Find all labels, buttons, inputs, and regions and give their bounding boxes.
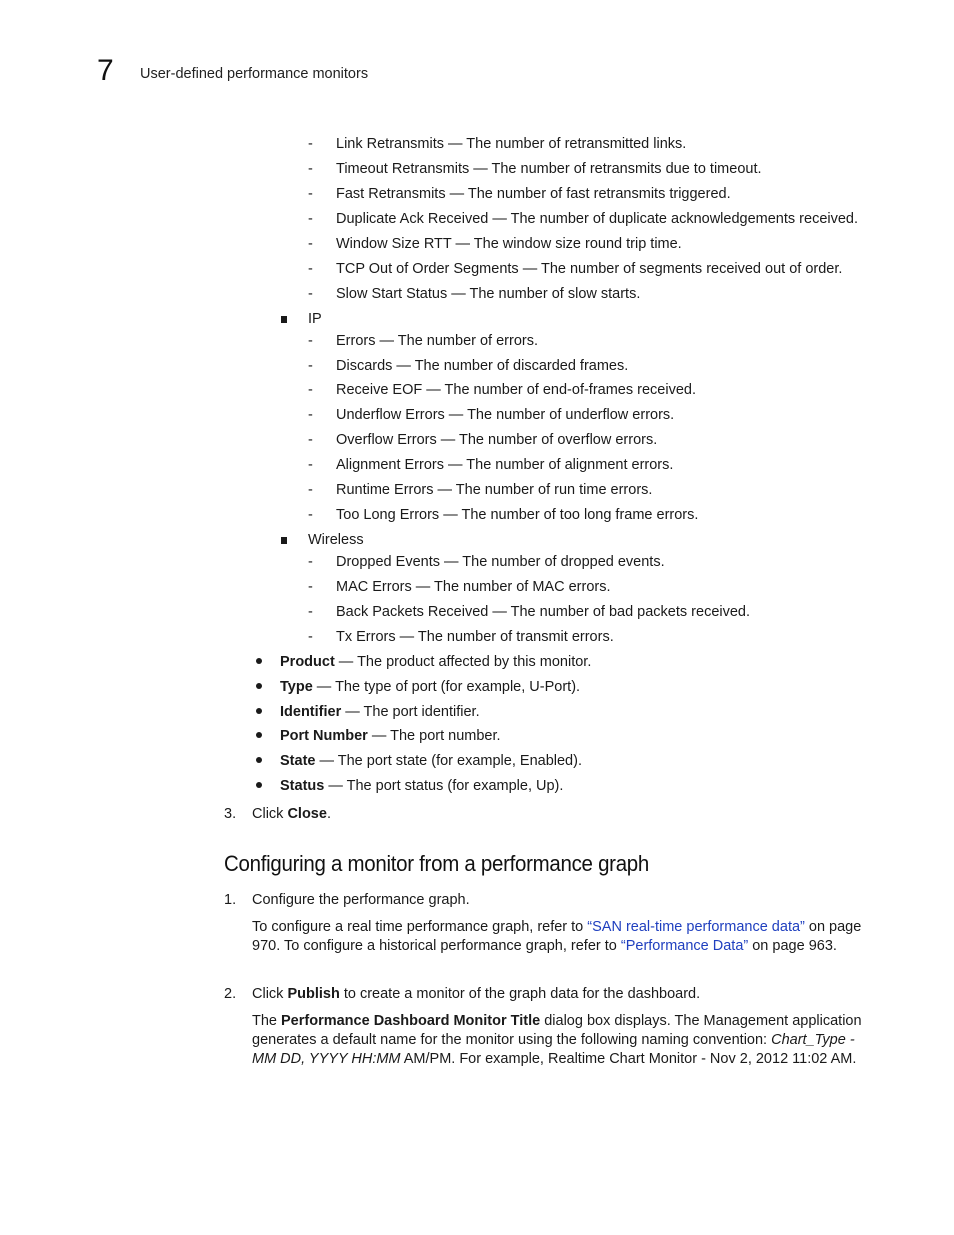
xref-link-performance-data[interactable]: “Performance Data”: [620, 938, 749, 954]
bullet-icon: [256, 658, 262, 664]
list-item: - MAC Errors — The number of MAC errors.: [308, 579, 611, 595]
list-item: Identifier — The port identifier.: [280, 704, 480, 720]
list-item: - Underflow Errors — The number of underflow errors.: [308, 407, 675, 423]
list-item: - Fast Retransmits — The number of fast retransmits triggered.: [308, 186, 731, 202]
step-paragraph: The Performance Dashboard Monitor Title dialog box displays. The Management application generates a default name for the monitor using the following naming convention: Chart_Type - MM DD, YYYY HH:MM AM/PM. For example, Realtime Chart Monitor - Nov 2, 2012 11:02 AM.: [252, 1013, 862, 1067]
list-item: Type — The type of port (for example, U-Port).: [280, 679, 581, 695]
list-item: - Alignment Errors — The number of alignment errors.: [308, 457, 674, 473]
list-item: Status — The port status (for example, Up).: [280, 778, 564, 794]
square-bullet-icon: [281, 316, 287, 323]
list-item: Product — The product affected by this monitor.: [280, 654, 592, 670]
list-item: - Runtime Errors — The number of run time errors.: [308, 482, 653, 498]
list-item: - Dropped Events — The number of dropped events.: [308, 554, 665, 570]
list-item: Port Number — The port number.: [280, 728, 501, 744]
group-label-ip: IP: [308, 311, 322, 327]
list-item: - TCP Out of Order Segments — The number of segments received out of order.: [308, 261, 843, 277]
step-number: 3.: [224, 806, 237, 822]
list-item: - Receive EOF — The number of end-of-frames received.: [308, 382, 696, 398]
list-item: - Window Size RTT — The window size round trip time.: [308, 236, 682, 252]
list-item: - Errors — The number of errors.: [308, 333, 539, 349]
xref-link-san-realtime[interactable]: “SAN real-time performance data”: [587, 919, 805, 935]
list-item: - Overflow Errors — The number of overflow errors.: [308, 432, 658, 448]
bullet-icon: [256, 732, 262, 738]
list-item: - Tx Errors — The number of transmit errors.: [308, 629, 614, 645]
list-item: - Link Retransmits — The number of retransmitted links.: [308, 136, 687, 152]
list-item: - Too Long Errors — The number of too long frame errors.: [308, 507, 699, 523]
chapter-number: 7: [97, 54, 114, 87]
step-text: Configure the performance graph.: [252, 892, 470, 908]
step-text: Click Publish to create a monitor of the graph data for the dashboard.: [252, 986, 701, 1002]
step-number: 2.: [224, 986, 237, 1002]
bullet-icon: [256, 708, 262, 714]
list-item: - Duplicate Ack Received — The number of duplicate acknowledgements received.: [308, 211, 859, 227]
square-bullet-icon: [281, 537, 287, 544]
step-text: Click Close.: [252, 806, 331, 822]
bullet-icon: [256, 683, 262, 689]
bullet-icon: [256, 782, 262, 788]
group-label-wireless: Wireless: [308, 532, 364, 548]
list-item: - Timeout Retransmits — The number of retransmits due to timeout.: [308, 161, 762, 177]
list-item: - Back Packets Received — The number of bad packets received.: [308, 604, 751, 620]
step-paragraph: To configure a real time performance graph, refer to “SAN real-time performance data” on page 970. To configure a historical performance graph, refer to “Performance Data” on page 963.: [252, 919, 862, 954]
list-item: - Discards — The number of discarded frames.: [308, 358, 629, 374]
chapter-title: User-defined performance monitors: [140, 66, 369, 82]
section-heading: Configuring a monitor from a performance graph: [224, 851, 650, 876]
step-number: 1.: [224, 892, 237, 908]
list-item: State — The port state (for example, Enabled).: [280, 753, 582, 769]
bullet-icon: [256, 757, 262, 763]
list-item: - Slow Start Status — The number of slow starts.: [308, 286, 641, 302]
